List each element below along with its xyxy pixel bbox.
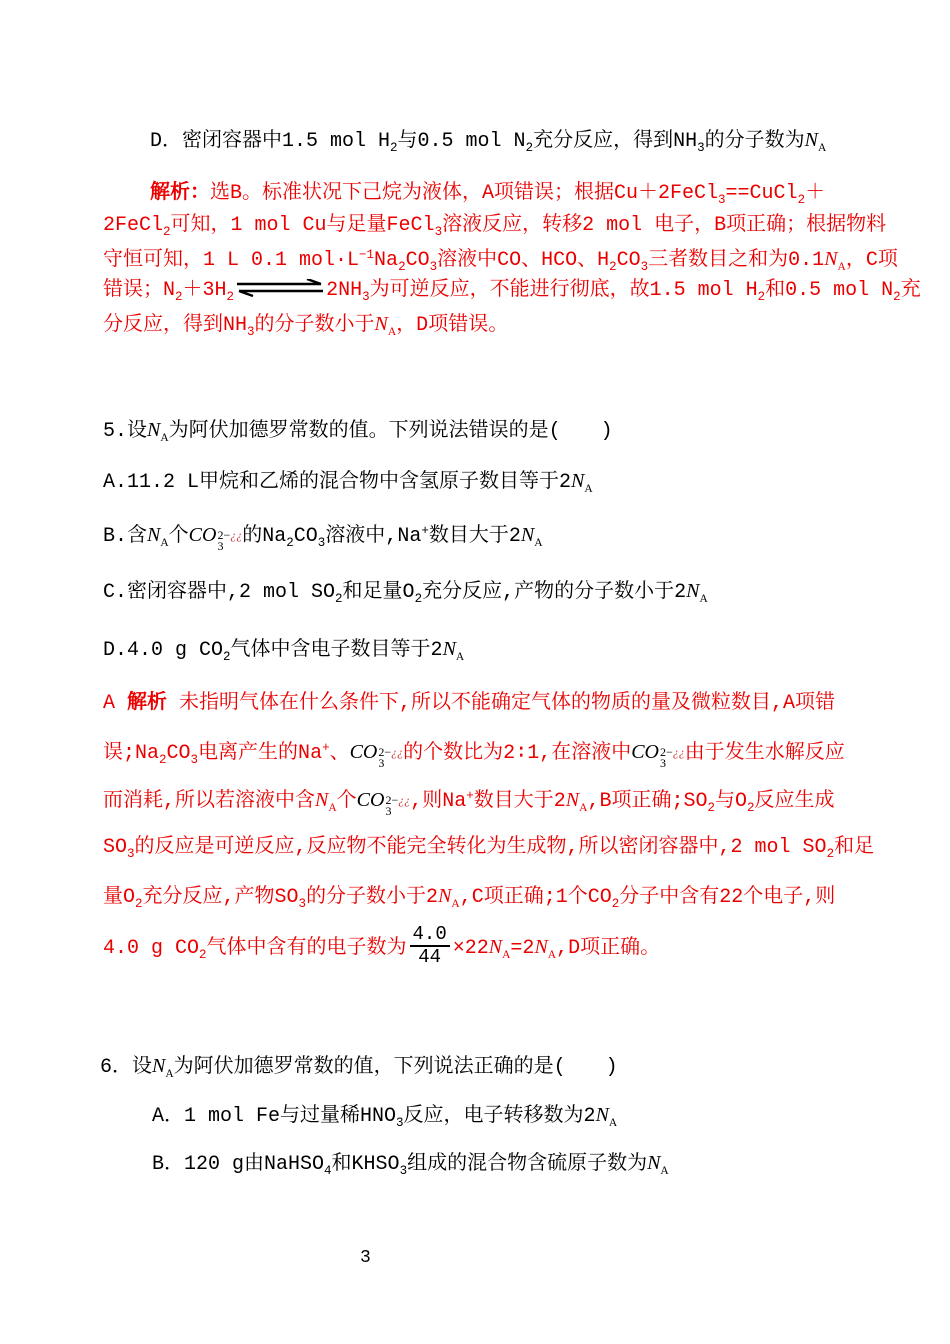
q5-analysis-line-1: A 解析 未指明气体在什么条件下,所以不能确定气体的物质的量及微粒数目,A项错 — [103, 692, 836, 715]
formula-carbonate-ion: CO 2−¿¿ 3 — [188, 524, 243, 553]
q4-option-d: D．密闭容器中1.5 mol $H_2$与0.5 mol $N_2$充分反应，得到$NH_3$的分子数为$N_A$ — [150, 129, 827, 155]
formula-carbonate-ion: CO 2−¿¿ 3 — [356, 789, 411, 818]
q5-option-c: C.密闭容器中,2 mol $SO_2$和足量$O_2$充分反应,产物的分子数小于$2N_A$ — [103, 580, 708, 606]
page-number: 3 — [360, 1248, 371, 1268]
formula-carbonate-ion: CO 2−¿¿ 3 — [631, 741, 685, 770]
q4-analysis-line-1: 解析：选B。标准状况下己烷为液体，A项错误；根据Cu＋2FeCl$_3$==CuCl$_2$＋ — [150, 182, 826, 207]
q5-option-b: B.含$N_A$个CO 2−¿¿ 3 的$Na_2CO_3$溶液中,Na+数目大于$2N_A$ — [103, 524, 543, 553]
q6-option-b: B．120 g由NaHSO$_4$和$KHSO_3$组成的混合物含硫原子数为$N_A$ — [152, 1152, 669, 1178]
q5-analysis-line-5: 量$O_2$充分反应,产物$SO_3$的分子数小于$2N_A,C$项正确;1个$CO_2$分子中含有22个电子,则 — [103, 885, 836, 911]
q4-analysis-line-5: 分反应，得到$NH_3$的分子数小于$N_A$，D项错误。 — [103, 313, 509, 339]
q4-analysis-line-4: 错误；$N_2+3H_2$ $2NH_3$为可逆反应，不能进行彻底，故1.5 mol $H_2$和0.5 mol $N_2$充 — [103, 279, 921, 304]
q5-option-d: D.4.0 g $CO_2$气体中含电子数目等于$2N_A$ — [103, 638, 465, 664]
equilibrium-arrow-icon — [237, 279, 323, 306]
fraction: $\frac{4.0}{44}$ — [410, 924, 450, 968]
q5-analysis-line-4: $SO_3$的反应是可逆反应,反应物不能完全转化为生成物,所以密闭容器中,2 mol $SO_2$和足 — [103, 836, 875, 861]
q5-analysis-line-3: 而消耗,所以若溶液中含$N_A$个CO 2−¿¿ 3 ,则Na+数目大于$2N_A,B$项正确$;SO_2$与$O_2$反应生成 — [103, 789, 835, 818]
q6-option-a: A．1 mol Fe与过量稀$HNO_3$反应，电子转移数为$2N_A$ — [152, 1104, 618, 1130]
formula-carbonate-ion: CO 2−¿¿ 3 — [349, 741, 404, 770]
question-5-stem: 5.设$N_A$为阿伏加德罗常数的值。下列说法错误的是( ) — [103, 419, 613, 444]
question-6-stem: 6．设$N_A$为阿伏加德罗常数的值，下列说法正确的是( ) — [100, 1055, 618, 1080]
q4-analysis-line-3: 守恒可知，1 L 0.1 $mol\cdot L^{-1}Na_2CO_3$溶液中CO、HCO、$H_2CO_3$三者数目之和为$0.1N_A$，C项 — [103, 248, 898, 274]
q5-option-a: A.11.2 L甲烷和乙烯的混合物中含氢原子数目等于$2N_A$ — [103, 470, 593, 495]
q4-analysis-line-2: 2FeCl$_2$可知，1 mol Cu与足量FeCl$_3$溶液反应，转移2 mol 电子，B项正确；根据物料 — [103, 214, 887, 239]
q5-analysis-line-2: 误$;Na_2CO_3$电离产生的Na+、CO 2−¿¿ 3 的个数比为2∶1,在溶液中CO 2−¿¿ 3 由于发生水解反应 — [103, 741, 845, 770]
q5-analysis-line-6: 4.0 g $CO_2$气体中含有的电子数为 $\frac{4.0}{44}$ $\times 22N_A=2N_A,D$项正确。 — [103, 922, 661, 968]
